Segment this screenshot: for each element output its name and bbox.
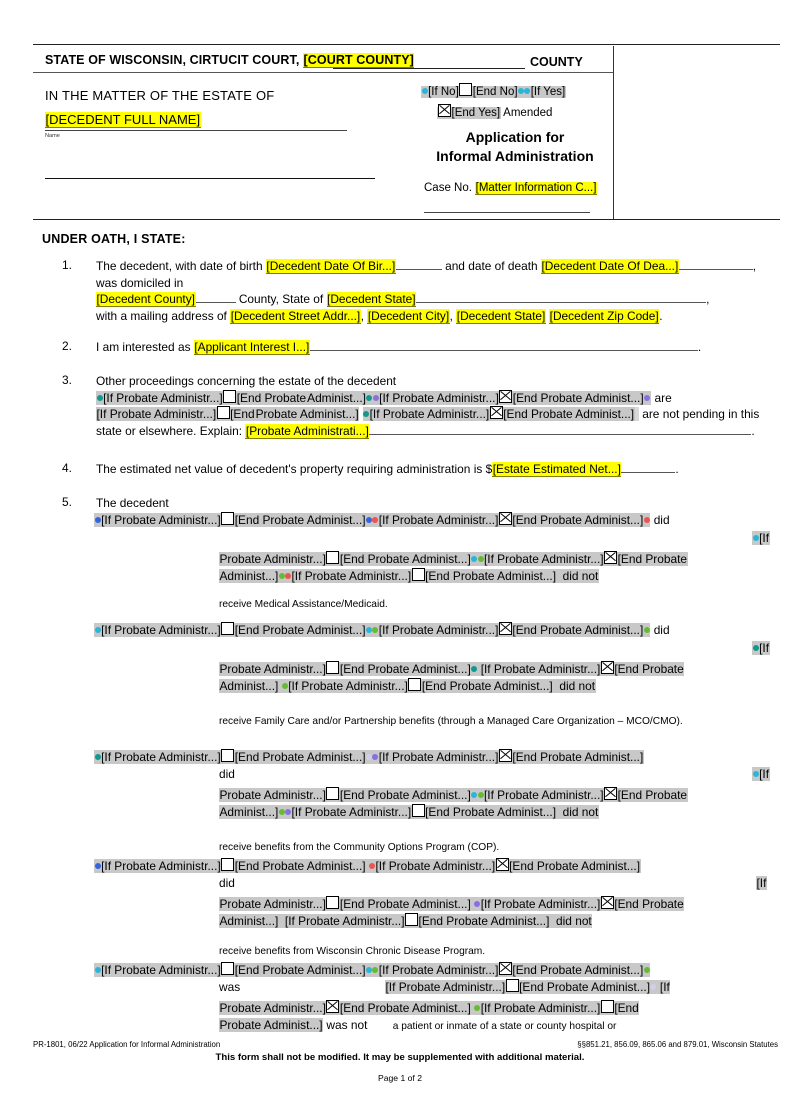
end-probate-token-3b: Probate Administ...] bbox=[255, 407, 359, 421]
b4-end-wrap-b: Administ...] bbox=[219, 913, 279, 928]
b1-token-b bbox=[219, 552, 688, 566]
b2-token-a bbox=[94, 623, 650, 637]
amended-toggle-line-2 bbox=[437, 104, 552, 119]
marker-dot-green-b3-icon bbox=[478, 792, 484, 798]
header-bottom-rule bbox=[33, 219, 780, 220]
court-county-field[interactable]: [COURT COUNTY] bbox=[303, 53, 414, 67]
value-trailing-rule bbox=[621, 472, 675, 473]
b5-checkbox-2[interactable] bbox=[499, 962, 512, 975]
b1-end-probate-1: [End Probate Administ...] bbox=[234, 513, 366, 527]
marker-dot-pale-b5-icon bbox=[650, 984, 656, 990]
marker-dot-blue-icon bbox=[95, 517, 101, 523]
item-4-text: The estimated net value of decedent's property requiring administration is $[Estate Estimated Net...] . bbox=[96, 462, 679, 476]
b1-checkbox-3[interactable] bbox=[326, 551, 339, 564]
item5-block-3 bbox=[94, 749, 776, 766]
marker-dot-green-2-icon bbox=[279, 573, 285, 579]
item5-block-5-cont bbox=[219, 1000, 779, 1033]
b1-if-probate-1: [If Probate Administr...] bbox=[101, 513, 221, 527]
item3-token-e bbox=[363, 407, 635, 421]
decedent-name-row bbox=[45, 112, 201, 127]
item3-are-not-label: are not bbox=[642, 407, 680, 421]
marker-dot-green-b5-icon bbox=[372, 967, 378, 973]
marker-dot-cyan-b5b-icon bbox=[366, 967, 372, 973]
amended-checkbox-no[interactable] bbox=[459, 83, 472, 96]
footer-page-number: Page 1 of 2 bbox=[378, 1073, 422, 1083]
b3-end-wrap-a: [End Probate bbox=[617, 788, 688, 802]
b4-token-b bbox=[219, 897, 684, 911]
b3-did-not-label: did not bbox=[562, 804, 599, 819]
item5-statement-4: receive benefits from Wisconsin Chronic Disease Program. bbox=[219, 946, 486, 957]
end-yes-token: [End Yes] bbox=[451, 107, 501, 119]
marker-dot-green-b3c-icon bbox=[279, 809, 285, 815]
amended-token-group-2 bbox=[437, 107, 501, 119]
marker-dot-cyan-b1b-icon bbox=[471, 556, 477, 562]
item5-block-5-was: was bbox=[219, 980, 241, 994]
b3-end-probate-5: [End Probate Administ...] bbox=[425, 804, 556, 819]
marker-dot-cyan-b3-icon bbox=[753, 771, 759, 777]
b1-probate-wrap-b: Probate Administr...] bbox=[219, 552, 326, 566]
item5-block-1-cont bbox=[219, 551, 779, 584]
b3-probate-wrap-b: Probate Administr...] bbox=[219, 788, 326, 802]
estate-of-label: IN THE MATTER OF THE ESTATE OF bbox=[45, 88, 275, 103]
b3-if-probate-1: [If Probate Administr...] bbox=[101, 750, 221, 764]
b2-token-c bbox=[219, 679, 596, 693]
b4-end-probate-3: [End Probate Administ...] bbox=[339, 897, 471, 911]
item3-token-b bbox=[307, 391, 651, 405]
item5-statement-2: receive Family Care and/or Partnership benefits (through a Managed Care Organization – MCO/CMO). bbox=[219, 716, 683, 727]
b4-if-probate-2: [If Probate Administr...] bbox=[375, 859, 496, 873]
item4-t1: The estimated net value of decedent's property requiring administration is $ bbox=[96, 462, 493, 476]
b2-checkbox-5[interactable] bbox=[408, 678, 421, 691]
decedent-state-2-field[interactable]: [Decedent State] bbox=[456, 308, 546, 323]
b3-checkbox-5[interactable] bbox=[412, 804, 425, 817]
footer-left-text: PR-1801, 06/22 Application for Informal Administration bbox=[33, 1040, 221, 1049]
b2-if-wrap: [If bbox=[759, 641, 770, 655]
decedent-dod-field[interactable]: [Decedent Date Of Dea...] bbox=[541, 259, 679, 273]
if-probate-token: [If Probate Administr...] bbox=[103, 390, 223, 405]
marker-dot-cyan-b2-icon bbox=[95, 627, 101, 633]
item5-block-4-cont bbox=[219, 896, 779, 929]
marker-dot-cyan-2-icon bbox=[518, 88, 524, 94]
b2-if-probate-1: [If Probate Administr...] bbox=[101, 623, 221, 637]
item-1-number: 1. bbox=[62, 258, 72, 272]
b3-token-wrap bbox=[752, 767, 770, 781]
b2-checkbox-2[interactable] bbox=[499, 622, 512, 635]
b1-if-probate-2: [If Probate Administr...] bbox=[378, 513, 499, 527]
b3-checkbox-1[interactable] bbox=[221, 749, 234, 762]
marker-dot-cyan-b3b-icon bbox=[471, 792, 477, 798]
b5-if-probate-2: [If Probate Administr...] bbox=[378, 963, 499, 977]
b4-checkbox-3[interactable] bbox=[326, 896, 339, 909]
case-no-underline bbox=[424, 212, 590, 213]
b3-if-probate-5: [If Probate Administr...] bbox=[291, 804, 412, 819]
item5-block-2-wrap bbox=[752, 640, 770, 657]
item5-statement-1: receive Medical Assistance/Medicaid. bbox=[219, 599, 388, 610]
marker-dot-cyan-icon bbox=[422, 88, 428, 94]
b5-probate-wrap-b: Probate Administr...] bbox=[219, 1001, 326, 1015]
b4-did-not-label: did not bbox=[556, 913, 592, 928]
b5-end-split-b: Probate Administ...] bbox=[219, 1017, 323, 1032]
case-number-row bbox=[424, 180, 614, 196]
marker-dot-teal-3-icon bbox=[363, 411, 369, 417]
b5-if-wrap: [If bbox=[659, 980, 670, 994]
b4-checkbox-1[interactable] bbox=[221, 858, 234, 871]
item5-block-5-wrap bbox=[385, 979, 670, 996]
marker-dot-teal-b3-icon bbox=[95, 754, 101, 760]
b1-end-probate-5: [End Probate Administ...] bbox=[425, 568, 556, 583]
item1-t2: and date of death bbox=[445, 259, 538, 273]
item1-t5: with a mailing address of bbox=[96, 308, 227, 323]
b2-did-not-label: did not bbox=[559, 678, 596, 693]
if-probate-token-4: [If Probate Administr...] bbox=[369, 407, 490, 421]
item5-block-3-did: did bbox=[219, 767, 235, 781]
amended-label: Amended bbox=[503, 107, 553, 119]
b1-if-probate-5: [If Probate Administr...] bbox=[291, 568, 412, 583]
item1-t3: , was domiciled in bbox=[96, 259, 757, 290]
under-oath-heading: UNDER OATH, I STATE: bbox=[42, 232, 186, 246]
item5-block-3-wrap bbox=[752, 766, 770, 783]
b4-if-probate-1: [If Probate Administr...] bbox=[101, 859, 221, 873]
b3-if-probate-4: [If Probate Administr...] bbox=[483, 788, 604, 802]
item-4-number: 4. bbox=[62, 461, 72, 475]
b4-token-c bbox=[219, 914, 592, 928]
item5-block-5 bbox=[94, 962, 776, 979]
form-title bbox=[420, 128, 610, 166]
item-3-number: 3. bbox=[62, 373, 72, 387]
b1-if-wrap: [If bbox=[759, 531, 770, 545]
case-no-label: Case No. bbox=[424, 182, 472, 194]
decedent-city-field[interactable]: [Decedent City] bbox=[367, 308, 450, 323]
marker-dot-cyan-3-icon bbox=[524, 88, 530, 94]
dod-trailing-rule bbox=[679, 269, 753, 270]
end-probate-token-3a: [End bbox=[230, 407, 255, 421]
b2-token-b bbox=[219, 662, 684, 676]
b4-if-probate-5: [If Probate Administr...] bbox=[284, 913, 405, 928]
b2-if-probate-4: [If Probate Administr...] bbox=[480, 662, 601, 676]
marker-dot-red-3-icon bbox=[285, 573, 291, 579]
b2-checkbox-3[interactable] bbox=[326, 661, 339, 674]
caption-title-text: STATE OF WISCONSIN, CIRTUCIT COURT, bbox=[45, 53, 300, 67]
b1-checkbox-1[interactable] bbox=[221, 512, 234, 525]
b2-token-wrap bbox=[752, 641, 770, 655]
b4-token-wrap: [If bbox=[756, 876, 767, 890]
county-trailing-rule bbox=[196, 302, 236, 303]
b5-token-wrap bbox=[385, 980, 670, 994]
b3-checkbox-4[interactable] bbox=[604, 787, 617, 800]
item3-token-a bbox=[96, 391, 307, 405]
b3-end-wrap-b: Administ...] bbox=[219, 804, 279, 819]
item3-token-d bbox=[255, 407, 359, 421]
county-word-label: COUNTY bbox=[530, 55, 583, 69]
b5-end-split-a: [End bbox=[614, 1001, 639, 1015]
item3-spacer bbox=[635, 407, 639, 421]
b2-if-probate-2: [If Probate Administr...] bbox=[378, 623, 499, 637]
amended-toggle-line-1 bbox=[421, 83, 566, 98]
b5-token-a bbox=[94, 963, 650, 977]
item-5-number: 5. bbox=[62, 495, 72, 509]
b1-end-wrap-a: [End Probate bbox=[617, 552, 688, 566]
if-probate-token-2: [If Probate Administr...] bbox=[379, 390, 499, 405]
item-1-text: The decedent, with date of birth [Decedent Date Of Bir...] and date of death [Decedent Date Of Dea...] , was domiciled in [Decedent County] County, State of [Decedent State] , with a mailing address of [Decedent Street Addr...], [Decedent City], [Decedent State] [Decedent Zip Code]. bbox=[96, 259, 757, 323]
marker-dot-green-icon bbox=[478, 556, 484, 562]
item5-block-1 bbox=[94, 512, 776, 529]
item5-block-4-did: did bbox=[219, 876, 235, 890]
b4-if-probate-4: [If Probate Administr...] bbox=[480, 897, 601, 911]
b4-end-wrap-a: [End Probate bbox=[614, 897, 684, 911]
probate-explain-field[interactable]: [Probate Administrati...] bbox=[245, 423, 369, 438]
b3-end-probate-2: [End Probate Administ...] bbox=[512, 750, 644, 764]
b2-did-label: did bbox=[653, 623, 670, 637]
item3-are-label: are bbox=[654, 390, 672, 405]
b1-token-a bbox=[94, 513, 650, 527]
b3-end-probate-1: [End Probate Administ...] bbox=[234, 750, 366, 764]
b1-token-wrap bbox=[752, 531, 770, 545]
marker-dot-purple-b3-icon bbox=[372, 754, 378, 760]
marker-dot-blue-b4-icon bbox=[95, 863, 101, 869]
decedent-street-field[interactable]: [Decedent Street Addr...] bbox=[230, 308, 361, 323]
b5-if-probate-1: [If Probate Administr...] bbox=[101, 963, 221, 977]
b4-checkbox-4[interactable] bbox=[601, 896, 614, 909]
explain-trailing-rule bbox=[369, 434, 751, 435]
b4-checkbox-5[interactable] bbox=[405, 913, 418, 926]
item3-t1: Other proceedings concerning the estate of the decedent bbox=[96, 374, 397, 388]
marker-dot-purple-2-icon bbox=[644, 395, 650, 401]
marker-dot-purple-b3b-icon bbox=[285, 809, 291, 815]
form-title-line-1: Application for bbox=[465, 129, 565, 145]
if-yes-token: [If Yes] bbox=[530, 86, 566, 98]
b3-checkbox-3[interactable] bbox=[326, 787, 339, 800]
marker-dot-cyan-b5-icon bbox=[95, 967, 101, 973]
item-2-text: I am interested as [Applicant Interest I...] . bbox=[96, 340, 702, 354]
item5-block-2 bbox=[94, 622, 776, 639]
item3-checkbox-2[interactable] bbox=[499, 390, 512, 403]
b5-end-probate-3: [End Probate Administ...] bbox=[519, 980, 650, 994]
marker-dot-teal-2-icon bbox=[366, 395, 372, 401]
marker-dot-red-b4-icon bbox=[369, 863, 375, 869]
b2-end-probate-2: [End Probate Administ...] bbox=[512, 623, 644, 637]
marker-dot-teal-b2b-icon bbox=[471, 666, 477, 672]
b4-token-a bbox=[94, 859, 641, 873]
item3-t2: pending in this state or elsewhere. bbox=[96, 407, 760, 438]
item3-explain-label: Explain: bbox=[199, 423, 243, 438]
b2-end-wrap-b: Administ...] bbox=[219, 678, 279, 693]
item2-t1: I am interested as bbox=[96, 340, 191, 354]
state-trailing-rule bbox=[416, 302, 706, 303]
interest-trailing-rule bbox=[310, 350, 698, 351]
b4-checkbox-2[interactable] bbox=[496, 858, 509, 871]
marker-dot-purple-icon bbox=[373, 395, 379, 401]
b4-end-probate-1: [End Probate Administ...] bbox=[234, 859, 366, 873]
b5-end-probate-4: [End Probate Administ...] bbox=[339, 1001, 471, 1015]
marker-dot-green-b5c-icon bbox=[474, 1005, 480, 1011]
item3-checkbox-1[interactable] bbox=[223, 390, 236, 403]
b5-checkbox-5[interactable] bbox=[601, 1000, 614, 1013]
item3-checkbox-4[interactable] bbox=[490, 406, 503, 419]
marker-dot-teal-icon bbox=[97, 395, 103, 401]
marker-dot-red-2-icon bbox=[644, 517, 650, 523]
b2-if-probate-5: [If Probate Administr...] bbox=[288, 678, 408, 693]
court-county-underline bbox=[333, 68, 525, 69]
b3-token-b bbox=[219, 788, 688, 802]
item1-t4: County, State of bbox=[238, 292, 324, 306]
marker-dot-teal-b2-icon bbox=[753, 645, 759, 651]
b5-was-not-label: was not bbox=[326, 1017, 368, 1032]
item1-t1: The decedent, with date of birth bbox=[96, 259, 263, 273]
item5-statement-3: receive benefits from the Community Options Program (COP). bbox=[219, 842, 500, 853]
end-probate-token-b: Administ...] bbox=[307, 390, 366, 405]
b4-end-probate-5: [End Probate Administ...] bbox=[418, 913, 550, 928]
b2-probate-wrap-b: Probate Administr...] bbox=[219, 662, 326, 676]
b1-end-probate-3: [End Probate Administ...] bbox=[339, 552, 471, 566]
name-caption-label: Name bbox=[45, 133, 60, 139]
decedent-county-field[interactable]: [Decedent County] bbox=[96, 292, 195, 306]
item5-block-1-wrap bbox=[752, 530, 770, 547]
item-2-number: 2. bbox=[62, 339, 72, 353]
decedent-name-underline bbox=[45, 130, 347, 131]
b3-if-probate-2: [If Probate Administr...] bbox=[378, 750, 499, 764]
b1-if-probate-4: [If Probate Administr...] bbox=[483, 552, 604, 566]
marker-dot-pale-icon bbox=[366, 754, 372, 760]
item5-block-4-wrap bbox=[756, 875, 767, 892]
b2-checkbox-4[interactable] bbox=[601, 661, 614, 674]
b1-end-probate-2: [End Probate Administ...] bbox=[512, 513, 644, 527]
b1-checkbox-5[interactable] bbox=[412, 568, 425, 581]
b2-checkbox-1[interactable] bbox=[221, 622, 234, 635]
dob-trailing-rule bbox=[396, 269, 442, 270]
marker-dot-red-icon bbox=[372, 517, 378, 523]
b3-if-wrap: [If bbox=[759, 767, 770, 781]
marker-dot-blue-2-icon bbox=[366, 517, 372, 523]
end-probate-token-4: [End Probate Administ...] bbox=[503, 407, 635, 421]
marker-dot-green-b5b-icon bbox=[644, 967, 650, 973]
item5-statement-5: a patient or inmate of a state or county hospital or bbox=[392, 1020, 617, 1032]
decedent-state-field[interactable]: [Decedent State] bbox=[327, 292, 416, 306]
b5-if-probate-3: [If Probate Administr...] bbox=[385, 980, 506, 994]
end-no-token: [End No] bbox=[472, 86, 518, 98]
b5-checkbox-4[interactable] bbox=[326, 1000, 339, 1013]
if-no-token: [If No] bbox=[428, 86, 459, 98]
form-title-line-2: Informal Administration bbox=[436, 148, 594, 164]
b5-end-probate-2: [End Probate Administ...] bbox=[512, 963, 644, 977]
decedent-zip-field[interactable]: [Decedent Zip Code] bbox=[549, 308, 659, 323]
b3-token-c bbox=[219, 805, 599, 819]
applicant-interest-field[interactable]: [Applicant Interest I...] bbox=[194, 340, 310, 354]
footer-right-text: §§851.21, 856.09, 865.06 and 879.01, Wisconsin Statutes bbox=[577, 1040, 778, 1049]
b5-if-probate-5: [If Probate Administr...] bbox=[480, 1001, 601, 1015]
item3-token-c bbox=[96, 407, 255, 421]
footer-notice-text: This form shall not be modified. It may be supplemented with additional material. bbox=[215, 1052, 585, 1063]
b5-token-b bbox=[219, 1001, 639, 1015]
marker-dot-cyan-b2b-icon bbox=[366, 627, 372, 633]
b2-end-probate-5: [End Probate Administ...] bbox=[421, 678, 553, 693]
b1-checkbox-4[interactable] bbox=[604, 551, 617, 564]
b4-probate-wrap-b: Probate Administr...] bbox=[219, 897, 326, 911]
marker-dot-green-b2c-icon bbox=[644, 627, 650, 633]
b2-end-probate-1: [End Probate Administ...] bbox=[234, 623, 366, 637]
case-no-field[interactable]: [Matter Information C...] bbox=[475, 182, 597, 194]
b2-end-wrap-a: [End Probate bbox=[614, 662, 684, 676]
b1-checkbox-2[interactable] bbox=[499, 512, 512, 525]
b4-end-probate-2: [End Probate Administ...] bbox=[509, 859, 640, 873]
caption-title bbox=[45, 53, 414, 67]
decedent-dob-field[interactable]: [Decedent Date Of Bir...] bbox=[266, 259, 396, 273]
b5-token-c bbox=[219, 1018, 323, 1032]
item5-block-4 bbox=[94, 858, 776, 875]
secondary-blank-underline bbox=[45, 178, 375, 179]
b5-checkbox-3[interactable] bbox=[506, 979, 519, 992]
if-probate-token-3: [If Probate Administr...] bbox=[96, 407, 217, 421]
estate-net-value-field[interactable]: [Estate Estimated Net...] bbox=[492, 462, 621, 476]
b5-checkbox-1[interactable] bbox=[221, 962, 234, 975]
b1-end-wrap-b: Administ...] bbox=[219, 568, 279, 583]
marker-dot-green-b2-icon bbox=[372, 627, 378, 633]
header-top-rule bbox=[33, 44, 780, 45]
decedent-full-name-field[interactable]: [DECEDENT FULL NAME] bbox=[45, 112, 201, 127]
item5-block-3-cont bbox=[219, 787, 779, 820]
amended-token-group-1 bbox=[421, 86, 566, 98]
b1-did-label: did bbox=[653, 513, 670, 527]
b1-token-c bbox=[219, 569, 599, 583]
item3-checkbox-3[interactable] bbox=[217, 406, 230, 419]
item5-block-2-cont bbox=[219, 661, 779, 694]
b2-end-probate-3: [End Probate Administ...] bbox=[339, 662, 471, 676]
amended-checkbox-yes[interactable] bbox=[438, 104, 451, 117]
b3-checkbox-2[interactable] bbox=[499, 749, 512, 762]
item-5-lead-text: The decedent bbox=[96, 496, 169, 510]
item-3-text: Other proceedings concerning the estate of the decedent [If Probate Administr...] [End ProbateAdminist...] [If Probate Administr...] [End Probate Administ...] are [If Probate Administr...] [EndProbate Administ...] [If Probate Administr...] [End Probate Administ...] are not pending in this state or elsewhere. Explain: [Probate Administrati...] . bbox=[96, 374, 760, 438]
end-probate-token-2: [End Probate Administ...] bbox=[512, 390, 644, 405]
b3-token-a bbox=[94, 750, 644, 764]
b5-end-probate-1: [End Probate Administ...] bbox=[234, 963, 366, 977]
marker-dot-cyan-b1-icon bbox=[753, 535, 759, 541]
b3-end-probate-3: [End Probate Administ...] bbox=[339, 788, 471, 802]
end-probate-token-a: [End Probate bbox=[236, 390, 307, 405]
marker-dot-purple-b4-icon bbox=[474, 901, 480, 907]
header-mid-rule bbox=[33, 72, 613, 73]
b1-did-not-label: did not bbox=[562, 568, 599, 583]
